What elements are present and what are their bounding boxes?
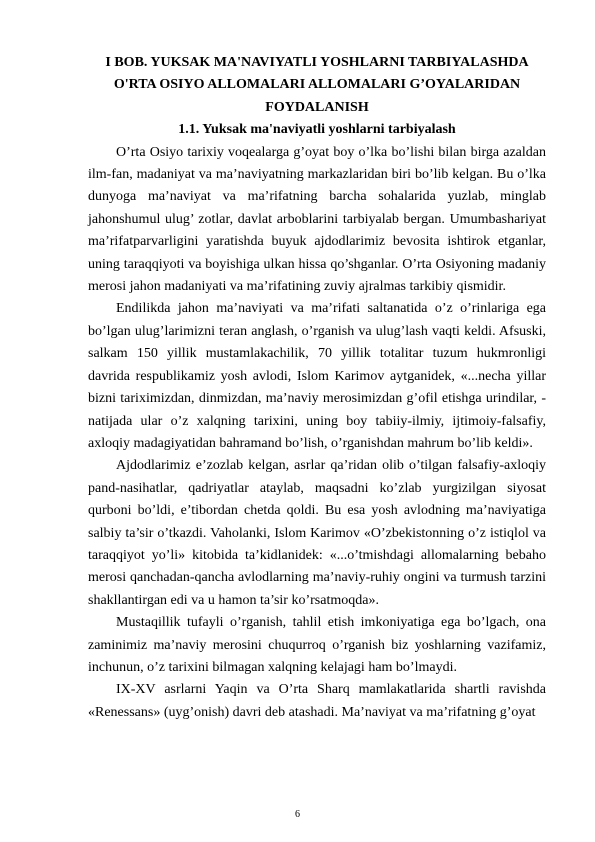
chapter-title-line-1: I BOB. YUKSAK MA'NAVIYATLI YOSHLARNI TARBIYALASHDA [105,55,529,70]
document-page [88,52,546,724]
paragraph-3: Ajdodlarimiz e’zozlab kelgan, asrlar qa’ridan olib o’tilgan falsafiy-axloqiy pand-nasihatlar, qadriyatlar ataylab, maqsadni ko’zlab yurgizilgan siyosat qurboni bo’ldi, e’tibordan chetda qoldi. Bu esa yosh avlodning ma’naviyatiga salbiy ta’sir o’tkazdi. Vaholanki, Islom Karimov «O’zbekistonning o’z istiqlol va taraqqiyot yo’li» kitobida ta’kidlanidek: «...o’tmishdagi allomalarning bebaho merosi qanchadan-qancha avlodlarning ma’naviy-ruhiy ongini va turmush tarzini shakllantirgan edi va u hamon ta’sir ko’rsatmoqda». [88,458,546,608]
chapter-title-line-2: O'RTA OSIYO ALLOMALARI ALLOMALARI G’OYALARIDAN [113,77,521,93]
paragraph-4: Mustaqillik tufayli o’rganish, tahlil etish imkoniyatiga ega bo’lgach, ona zaminimiz ma’naviy merosini chuqurroq o’rganish biz yoshlarning vazifamiz, inchunun, o’z tarixini bilmagan xalqning kelajagi ham bo’lmaydi. [88,615,546,675]
page-number: 6 [295,809,300,820]
section-title: 1.1. Yuksak ma'naviyatli yoshlarni tarbiyalash [178,122,456,138]
chapter-title-line-3: FOYDALANISH [265,99,369,115]
paragraph-2: Endilikda jahon ma’naviyati va ma’rifati saltanatida o’z o’rinlariga ega bo’lgan ulug’larimizni teran anglash, o’rganish va ulug’lash vaqti keldi. Afsuski, salkam 150 yillik mustamlakachilik, 70 yillik totalitar tuzum hukmronligi davrida respublikamiz yosh avlodi, Islom Karimov aytganidek, «...necha yillar bizni tariximizdan, dinmizdan, ma’naviy merosimizdan g’ofil etishga urindilar, - natijada ular o’z xalqning tarixini, uning boy tabiiy-ilmiy, ijtimoiy-falsafiy, axloqiy madagiyatidan bahramand bo’lish, o’rganishdan mahrum bo’lib keldi». [88,301,546,451]
paragraph-5: IX-XV asrlarni Yaqin va O’rta Sharq mamlakatlarida shartli ravishda «Renessans» (uyg’onish) davri deb atashadi. Ma’naviyat va ma’rifatning g’oyat [88,682,546,720]
paragraph-1: O’rta Osiyo tarixiy voqealarga g’oyat boy o’lka bo’lishi bilan birga azaldan ilm-fan, madaniyat va ma’naviyatning markazlaridan biri bo’lib kelgan. Bu o’lka dunyoga ma’naviyat va ma’rifatning barcha sohalarida yuzlab, minglab jahonshumul ulug’ zotlar, davlat arboblarini tarbiyalab bergan. Umumbashariyat ma’rifatparvarligini yaratishda buyuk ajdodlarimiz bevosita ishtirok etganlar, uning taraqqiyoti va boyishiga ulkan hissa qo’shganlar. O’rta Osiyoning madaniy merosi jahon madaniyati va ma’rifatining zuviy ajralmas tarkibiy qismidir. [88,144,546,295]
